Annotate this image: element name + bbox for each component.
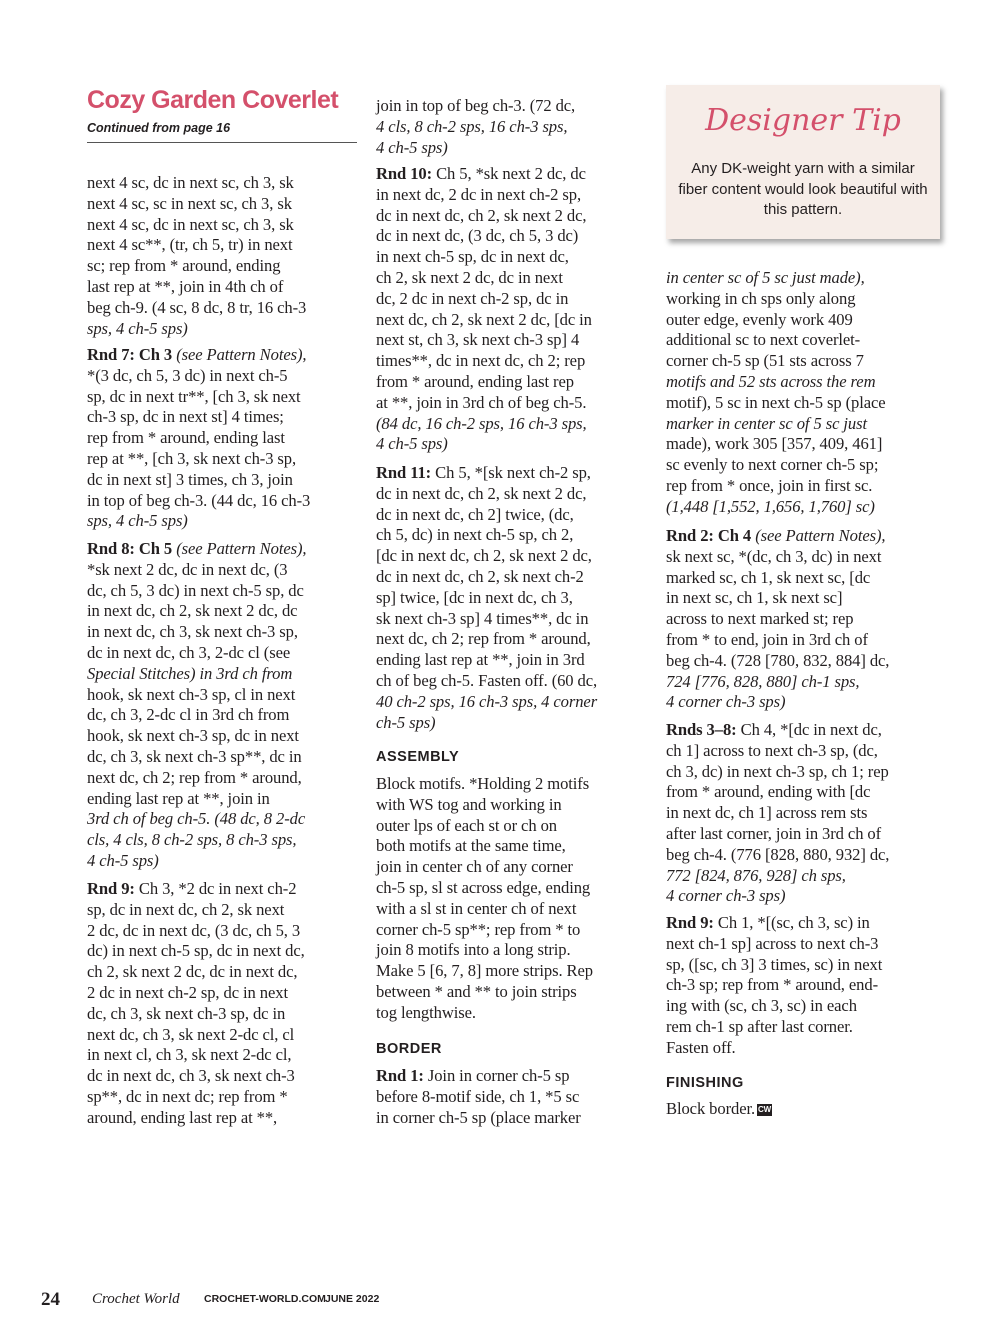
border-rnds3-8-instructions: Rnds 3–8: Ch 4, *[dc in next dc, ch 1] across to next ch-3 sp, (dc, ch 3, dc) in next ch-3 sp, ch 1; rep from * around, ending with [dc in next dc, ch 1] across rem sts after last corner, join in 3rd ch of beg ch-4. (776 [828, 880, 932] dc, 772 [824, 876, 928] ch sps, 4 corner ch-3 sps): [666, 720, 890, 906]
rnd6-continued: next 4 sc, dc in next sc, ch 3, sk next 4 sc, sc in next sc, ch 3, sk next 4 sc, dc in next sc, ch 3, sk next 4 sc**, (tr, ch 5, tr) in next sc; rep from * around, ending last rep at **, join in 4th ch of beg ch-9. (4 sc, 8 dc, 8 tr, 16 ch-3 sps, 4 ch-5 sps): [87, 173, 307, 338]
designer-tip-box: [666, 85, 940, 239]
title-divider: [87, 142, 357, 143]
rnd7-instructions: Rnd 7: Ch 3 (see Pattern Notes), *(3 dc, ch 5, 3 dc) in next ch-5 sp, dc in next tr**, [ch 3, sk next ch-3 sp, dc in next st] 4 times; rep from * around, ending last rep at **, [ch 3, sk next ch-3 sp, dc in next st] 3 times, ch 3, join in top of beg ch-3. (44 dc, 16 ch-3 sps, 4 ch-5 sps): [87, 345, 311, 531]
page-number: 24: [41, 1289, 60, 1310]
article-title: Cozy Garden Coverlet: [87, 86, 339, 114]
border-rnd1-instructions: Rnd 1: Join in corner ch-5 sp before 8-motif side, ch 1, *5 sc in corner ch-5 sp (place marker: [376, 1066, 581, 1127]
designer-tip-body: Any DK-weight yarn with a similar fiber content would look beautiful with this pattern.: [678, 160, 928, 218]
border-heading: BORDER: [376, 1041, 442, 1057]
border-rnd2-instructions: Rnd 2: Ch 4 (see Pattern Notes), sk next sc, *(dc, ch 3, dc) in next marked sc, ch 1, sk next sc, [dc in next sc, ch 1, sk next sc] across to next marked st; rep from * to end, join in 3rd ch of beg ch-4. (728 [780, 832, 884] dc, 724 [776, 828, 880] ch-1 sps, 4 corner ch-3 sps): [666, 526, 890, 712]
assembly-instructions: Block motifs. *Holding 2 motifs with WS tog and working in outer lps of each st or ch on both motifs at the same time, join in center ch of any corner ch-5 sp, sl st across edge, ending with a sl st in center ch of next corner ch-5 sp**; rep from * to join 8 motifs into a long strip. Make 5 [6, 7, 8] more strips. Rep between * and ** to join strips tog lengthwise.: [376, 774, 593, 1022]
assembly-heading: ASSEMBLY: [376, 749, 460, 765]
border-rnd9-instructions: Rnd 9: Ch 1, *[(sc, ch 3, sc) in next ch-1 sp] across to next ch-3 sp, ([sc, ch 3] 3 times, sc) in next ch-3 sp; rep from * around, end- ing with (sc, ch 3, sc) in each rem ch-1 sp after last corner. Fasten off.: [666, 913, 883, 1057]
rnd9-continued: join in top of beg ch-3. (72 dc, 4 cls, 8 ch-2 sps, 16 ch-3 sps, 4 ch-5 sps): [376, 96, 576, 157]
rnd11-instructions: Rnd 11: Ch 5, *[sk next ch-2 sp, dc in next dc, ch 2, sk next 2 dc, dc in next dc, ch 2] twice, (dc, ch 5, dc) in next ch-5 sp, ch 2, [dc in next dc, ch 2, sk next 2 dc, dc in next dc, ch 2, sk next ch-2 sp] twice, [dc in next dc, ch 3, sk next ch-3 sp] 4 times**, dc in next dc, ch 2; rep from * around, ending last rep at **, join in 3rd ch of beg ch-5. Fasten off. (60 dc, 40 ch-2 sps, 16 ch-3 sps, 4 corner ch-5 sps): [376, 463, 598, 732]
rnd8-instructions: Rnd 8: Ch 5 (see Pattern Notes), *sk next 2 dc, dc in next dc, (3 dc, ch 5, 3 dc) in next ch-5 sp, dc in next dc, ch 2, sk next 2 dc, dc in next dc, ch 3, sk next ch-3 sp, dc in next dc, ch 3, 2-dc cl (see Special Stitches) in 3rd ch from hook, sk next ch-3 sp, cl in next dc, ch 3, 2-dc cl in 3rd ch from hook, sk next ch-3 sp, dc in next dc, ch 3, sk next ch-3 sp**, dc in next dc, ch 2; rep from * around, ending last rep at **, join in 3rd ch of beg ch-5. (48 dc, 8 2-dc cls, 4 cls, 8 ch-2 sps, 8 ch-3 sps, 4 ch-5 sps): [87, 539, 307, 870]
border-rnd1-continued: in center sc of 5 sc just made), working in ch sps only along outer edge, evenly work 409 additional sc to next coverlet- corner ch-5 sp (51 sts across 7 motifs and 52 sts across the rem motif), 5 sc in next ch-5 sp (place marker in center sc of 5 sc just made), work 305 [357, 409, 461] sc evenly to next corner ch-5 sp; rep from * once, join in first sc. (1,448 [1,552, 1,656, 1,760] sc): [666, 268, 886, 516]
continued-from: Continued from page 16: [87, 121, 231, 135]
rnd9-instructions: Rnd 9: Ch 3, *2 dc in next ch-2 sp, dc in next dc, ch 2, sk next 2 dc, dc in next dc, (3 dc, ch 5, 3 dc) in next ch-5 sp, dc in next dc, ch 2, sk next 2 dc, dc in next dc, 2 dc in next ch-2 sp, dc in next dc, ch 3, sk next ch-3 sp, dc in next dc, ch 3, sk next 2-dc cl, cl in next cl, ch 3, sk next 2-dc cl, dc in next dc, ch 3, sk next ch-3 sp**, dc in next dc; rep from * around, ending last rep at **,: [87, 879, 305, 1127]
issue-date: JUNE 2022: [325, 1293, 380, 1305]
rnd10-instructions: Rnd 10: Ch 5, *sk next 2 dc, dc in next dc, 2 dc in next ch-2 sp, dc in next dc, ch 2, sk next 2 dc, dc in next dc, (3 dc, ch 5, 3 dc) in next ch-5 sp, dc in next dc, ch 2, sk next 2 dc, dc in next dc, 2 dc in next ch-2 sp, dc in next dc, ch 2, sk next 2 dc, [dc in next st, ch 3, sk next ch-3 sp] 4 times**, dc in next dc, ch 2; rep from * around, ending last rep at **, join in 3rd ch of beg ch-5. (84 dc, 16 ch-2 sps, 16 ch-3 sps, 4 ch-5 sps): [376, 164, 592, 454]
finishing-heading: FINISHING: [666, 1075, 744, 1091]
magazine-url: CROCHET-WORLD.COM: [204, 1293, 326, 1305]
magazine-name: Crochet World: [92, 1291, 180, 1307]
designer-tip-title: Designer Tip: [705, 103, 901, 138]
finishing-instructions: Block border. CW: [666, 1099, 772, 1118]
end-of-article-mark: CW: [757, 1105, 772, 1114]
